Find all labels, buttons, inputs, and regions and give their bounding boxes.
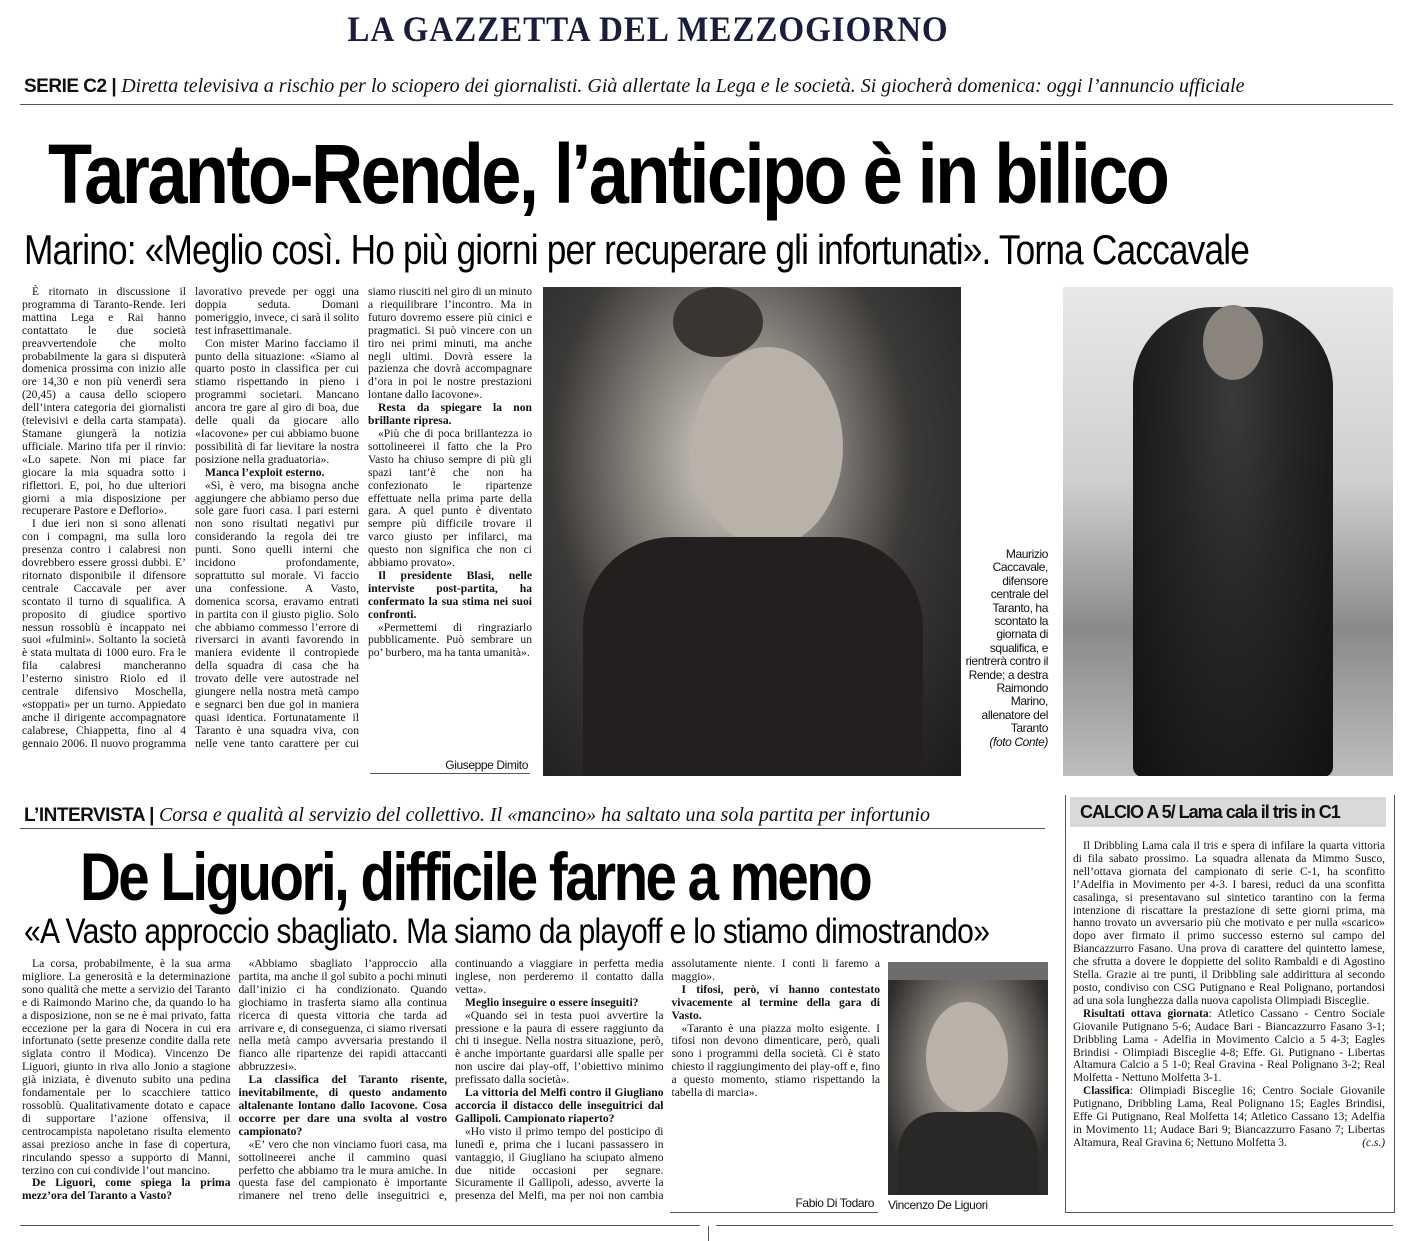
divider — [670, 1212, 878, 1213]
photo-caption: Maurizio Caccavale, difensore centrale del Taranto, ha scontato la giornata di squalifica, e rientrerà contro il Rende; a destra Raimondo Marino, allenatore del Taranto (foto Conte) — [965, 547, 1048, 749]
photo-caccavale — [543, 287, 961, 776]
signature: (c.s.) — [1362, 1136, 1385, 1149]
divider — [20, 104, 1393, 105]
results-label: Risultati ottava giornata — [1083, 1007, 1209, 1020]
question: Meglio inseguire o essere inseguiti? — [465, 995, 639, 1009]
paragraph: La corsa, probabilmente, è la sua arma migliore. La generosità e la determinazione sono qualità che mette a servizio del Taranto e di Raimondo Marino che, da quando lo ha a disposizione, non se ne è mai privato, fatta eccezione per la gara di Nocera in cui era infortunato (sette presenze condite dalla rete siglata contro il Modica). Vincenzo De Liguori, giunto in riva allo Jonio a stagione già iniziata, è divenuto subito una pedina fondamentale per lo scacchiere tattico rossoblù. Qualitativamente dotato e capace di supportare l’azione offensiva, il centrocampista napoletano risulta elemento assai prezioso anche in fase di copertura, rinculando spesso a supporto di Manni, terzino con cui condivide l’out mancino. — [22, 957, 231, 1177]
paragraph: Con mister Marino facciamo il punto della situazione: «Siamo al quarto posto in classifica per cui stiamo rispettando in pieno i programmi societari. Mancano ancora tre gare al giro di boa, due delle quali da giocare allo «Iacovone» per cui abbiamo buone possibilità di far lievitare la nostra posizione nella graduatoria». — [195, 336, 359, 466]
byline: Fabio Di Todaro — [795, 1196, 874, 1210]
paragraph: «Sì, è vero, ma bisogna anche aggiungere che abbiamo perso due sole gare fuori casa. I pari esterni non sono risultati negativi pur considerando la regola dei tre punti. Sono quelli interni che incidono profondamente, soprattutto sul morale. Vi faccio una confessione. A Vasto, domenica scorsa, eravamo entrati in partita con il giusto piglio. Solo che abbiamo commesso l’errore di riversarci in avanti favorendo in maniera evidente il contropiede della squadra di casa che ha trovato delle vere autostrade nel giungere nella nostra metà campo e segnarci ben due gol in maniera quasi identica. Fortunatamente il Taranto è una squadra viva, con nelle vene tanto carattere per cui siamo riusciti nel giro di un minuto a riequilibrare l’incontro. Ma in futuro dovremo essere più cinici e pragmatici. Si può vincere con un tiro nei primi minuti, ma anche negli ultimi. Dovrà essere la pazienza che dovrà accompagnare d’ora in poi le nostre prestazioni lontane dallo Iacovone». — [195, 285, 532, 750]
paragraph: «Abbiamo sbagliato l’approccio alla partita, ma anche il gol subito a pochi minuti dall’inizio ci ha condizionato. Quando giochiamo in trasferta siamo alla continua ricerca di questa vittoria che tarda ad arrivare e, di conseguenza, ci siamo riversati nella metà campo avversaria prestando il fianco alle ripartenze dei rapidi attaccanti abbruzzesi». — [238, 957, 447, 1074]
photo-de-liguori — [888, 962, 1048, 1195]
divider — [20, 828, 1045, 829]
photo-caption: Vincenzo De Liguori — [888, 1198, 988, 1212]
paragraph: «Quando sei in testa puoi avvertire la pressione e la paura di essere raggiunto da chi ti insegue. Nella nostra situazione, però, è anche importante guardarsi alle spalle per non uscire dai play-off, l’obiettivo minimo prefissato dalla società». — [455, 1008, 664, 1087]
paragraph: Il Dribbling Lama cala il tris e spera di infilare la quarta vittoria di fila sabato prossimo. La squadra allenata da Mimmo Susco, nell’ottava giornata del campionato di serie C-1, ha sconfitto l’Adelfia in Movimento per 4-3. I baresi, reduci da una sconfitta casalinga, si presentavano sul sintetico tarantino con la ferma intenzione di riscattare la prestazione di sette giorni prima, ma hanno trovato un avversario più che motivato e per nulla «scarico» dopo aver firmato il primo successo esterno sul campo del Biancazzurro Fasano. Una prova di carattere del quintetto lamese, che sfrutta a dovere le doppiette del solito Rambaldi e di Agostino Stella. Grazie ai tre punti, il Dribbling sale addirittura al secondo posto, condiviso con CSG Putignano e Real Polignano, portandosi ad una sola lunghezza dalla nuova capolista Olimpiadi Bisceglie. — [1073, 840, 1385, 1007]
interview-body — [22, 958, 880, 1212]
paragraph: «Permettemi di ringraziarlo pubblicamente. Può sembrare un po’ burbero, ma ha tanta umanità». — [368, 620, 532, 660]
paragraph: È ritornato in discussione il programma di Taranto-Rende. Ieri mattina Lega e Rai hanno contattato le due società preavvertendole che molto probabilmente la gara si disputerà domenica prossima con inizio alle ore 14,30 e non più venerdì sera (20,45) a causa dello sciopero dell’intera categoria dei giornalisti (televisivi e della carta stampata). Stamane giungerà la notizia ufficiale. Marino tifa per il rinvio: «Lo sapete. Non mi piace far giocare la mia squadra sotto i riflettori. E, poi, ho due ulteriori giorni a mia disposizione per recuperare Pastore e Deflorio». — [22, 285, 186, 518]
article-body — [22, 286, 532, 760]
paragraph: «Più che di poca brillantezza io sottolineerei il fatto che la Pro Vasto ha chiuso sempre di più gli spazi tant’è che non ha confezionato le ripartenze effettuate nella prima parte della gara. A quel punto è diventato sempre più difficile trovare il varco giusto per infilarci, ma questo non significa che non ci abbiamo provato». — [368, 426, 532, 570]
paragraph: «E’ vero che non vinciamo fuori casa, ma sottolineerei anche il cammino quasi perfetto che abbiamo tra le mura amiche. In questa fase del campionato è importante rimanere nel treno delle inseguitrici e, continuando a viaggiare in perfetta media inglese, non perderemo il contatto dalla vetta». — [238, 957, 664, 1203]
results-paragraph: Risultati ottava giornata: Atletico Cassano - Centro Sociale Giovanile Putignano 5-6; Audace Bari - Biancazzurro Fasano 3-1; Dribbling Lama - Adelfia in Movimento Calcio a 5 4-3; Eagles Brindisi - Olimpiadi Bisceglie 4-8; Effe. Gi. Putignano - Libertas Altamura Calcio a 5 1-0; Real Gravina - Real Polignano 3-2; Real Molfetta - Nettuno Molfetta 3-1. — [1073, 1007, 1385, 1085]
main-subheadline: Marino: «Meglio così. Ho più giorni per recuperare gli infortunati». Torna Caccavale — [24, 226, 1250, 273]
standings-paragraph: Classifica: Olimpiadi Bisceglie 16; Centro Sociale Giovanile Putignano, Dribbling Lama, Real Polignano 15; Eagles Brindisi, Effe Gi Putignano, Real Molfetta 14; Atletico Cassano 13; Adelfia in Movimento 11; Audace Bari 9; Biancazzurro Fasano 7; Libertas Altamura, Real Gravina 6; Nettuno Molfetta 3. (c.s.) — [1073, 1085, 1385, 1149]
paragraph: I due ieri non si sono allenati con i compagni, ma sulla loro presenza contro i calabresi non dovrebbero essere grossi dubbi. E’ ritornato disponibile il difensore centrale Caccavale per aver scontato il turno di squalifica. A proposito di giudice sportivo nessun rossoblù è incappato nei suoi «fulmini». Soltanto la società è stata multata di 1000 euro. Fra le fila calabresi mancheranno l’esterno sinistro Riolo ed il centrale difensivo Moschella, «stoppati» per un turno. Appiedato anche il dirigente accompagnatore calabrese, Chiappetta, fino al 4 gennaio 2006. Il nuovo programma lavorativo prevede per oggi una doppia seduta. Domani pomeriggio, invece, ci sarà il solito test infrasettimanale. — [22, 285, 359, 750]
kicker-text: Diretta televisiva a rischio per lo sciopero dei giornalisti. Già allertate la Lega e le società. Si giocherà domenica: oggi l’annuncio ufficiale — [116, 75, 1245, 97]
box-body — [1073, 840, 1385, 1150]
question: Resta da spiegare la non brillante ripresa. — [368, 401, 532, 428]
interview-subheadline: «A Vasto approccio sbagliato. Ma siamo da playoff e lo stiamo dimostrando» — [24, 912, 990, 951]
paragraph: «Taranto è una piazza molto esigente. I tifosi non devono dimenticare, però, quali sono i programmi della società. Ci è stato chiesto il raggiungimento dei play-off e, fino a questo momento, stiamo rispettando la tabella di marcia». — [671, 1021, 880, 1100]
interview-headline: De Liguori, difficile farne a meno — [80, 839, 871, 915]
kicker-text: Corsa e qualità al servizio del collettivo. Il «mancino» ha saltato una sola partita per infortunio — [153, 804, 931, 826]
byline: Giuseppe Dimito — [445, 758, 528, 772]
question: La vittoria del Melfi contro il Giugliano accorcia il distacco delle inseguitrici dal Gallipoli. Campionato riaperto? — [455, 1086, 664, 1125]
newspaper-masthead: LA GAZZETTA DEL MEZZOGIORNO — [347, 9, 949, 49]
question: I tifosi, però, vi hanno contestato vivacemente al termine della gara di Vasto. — [671, 982, 880, 1022]
divider — [370, 773, 530, 774]
box-heading: CALCIO A 5/ Lama cala il tris in C1 — [1070, 797, 1386, 827]
top-kicker — [24, 74, 1245, 98]
section-label: SERIE C2 | — [24, 76, 117, 97]
photo-credit: (foto Conte) — [989, 734, 1048, 749]
section-label: L’INTERVISTA | — [24, 805, 154, 826]
paragraph: «Ho visto il primo tempo del posticipo di lunedì e, prima che i lucani passassero in vantaggio, il Giugliano ha sciupato almeno due nitide occasioni per segnare. Sicuramente il Gallipoli, adesso, avverte la presenza del Melfi, ma per noi non cambia assolutamente niente. I conti li faremo a maggio». — [455, 957, 880, 1203]
divider — [20, 1225, 700, 1226]
divider — [708, 1226, 709, 1241]
main-headline: Taranto-Rende, l’anticipo è in bilico — [48, 127, 1168, 221]
question: La classifica del Taranto risente, inevitabilmente, di questo andamento altalenante lontano dallo Iacovone. Cosa occorre per dare una svolta al vostro campionato? — [238, 1073, 447, 1138]
interview-kicker — [24, 803, 930, 827]
question: Il presidente Blasi, nelle interviste post-partita, ha confermato la sua stima nei suoi confronti. — [368, 568, 532, 621]
photo-marino — [1063, 287, 1393, 776]
question: Manca l’exploit esterno. — [205, 465, 325, 479]
standings-label: Classifica — [1083, 1085, 1130, 1098]
divider — [716, 1225, 1393, 1226]
question: De Liguori, come spiega la prima mezz’ora del Taranto a Vasto? — [22, 1176, 231, 1203]
